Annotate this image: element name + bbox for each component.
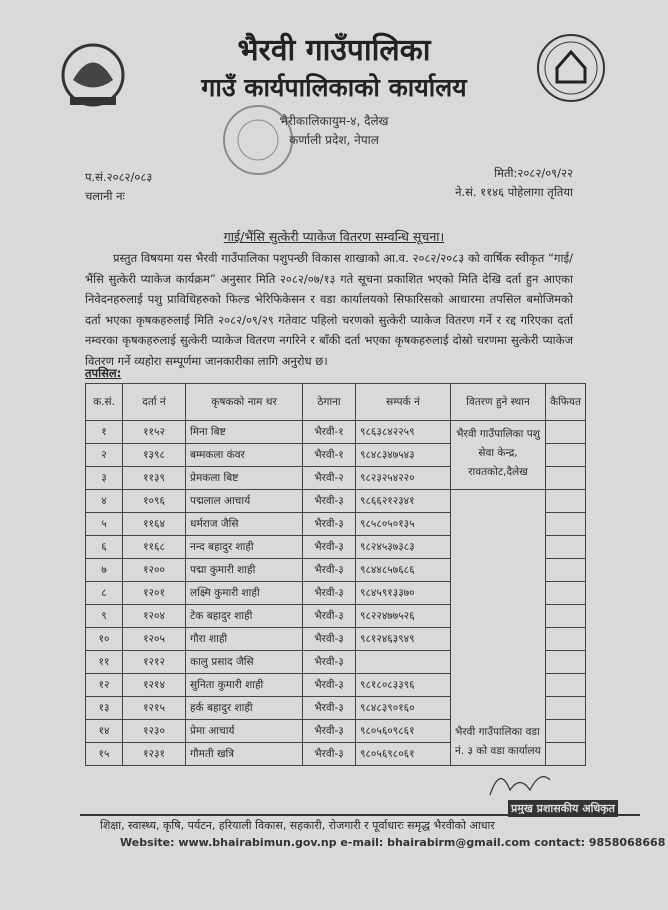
- address-cell: भैरवी-३: [303, 651, 356, 674]
- serial-cell: १५: [86, 743, 123, 766]
- farmer-table: [85, 383, 586, 766]
- address-line-1: भैरीकालिकायुम-४, दैलेख: [279, 114, 389, 128]
- remarks-cell: [546, 582, 586, 605]
- registration-cell: १२०४: [123, 605, 186, 628]
- col-header: सम्पर्क नं: [356, 384, 451, 421]
- phone-cell: ९८६६२१२३४१: [356, 490, 451, 513]
- address-cell: भैरवी-३: [303, 490, 356, 513]
- table-row: [86, 490, 586, 513]
- serial-cell: २: [86, 444, 123, 467]
- reference-number: प.सं.२०८२/०८३: [85, 170, 153, 184]
- address-cell: भैरवी-१: [303, 421, 356, 444]
- name-cell: कालु प्रसाद जैसि: [186, 651, 303, 674]
- address-cell: भैरवी-३: [303, 559, 356, 582]
- footer-divider: [80, 814, 640, 816]
- phone-cell: ९८४८३४७५४३: [356, 444, 451, 467]
- serial-cell: ३: [86, 467, 123, 490]
- registration-cell: १३९८: [123, 444, 186, 467]
- registration-cell: १२०१: [123, 582, 186, 605]
- details-label: तपसिल:: [85, 366, 122, 380]
- remarks-cell: [546, 605, 586, 628]
- serial-cell: ९: [86, 605, 123, 628]
- serial-cell: ११: [86, 651, 123, 674]
- phone-cell: ९८२४५३७३८३: [356, 536, 451, 559]
- name-cell: धर्मराज जैसि: [186, 513, 303, 536]
- remarks-cell: [546, 559, 586, 582]
- phone-cell: [356, 651, 451, 674]
- remarks-cell: [546, 490, 586, 513]
- remarks-cell: [546, 697, 586, 720]
- distribution-place-cell: भैरवी गाउँपालिका वडा नं. ३ को वडा कार्यालय: [451, 490, 546, 766]
- phone-cell: ९८४४८५७६८६: [356, 559, 451, 582]
- address-cell: भैरवी-१: [303, 444, 356, 467]
- footer-slogan: शिक्षा, स्वास्थ्य, कृषि, पर्यटन, हरियाली विकास, सहकारी, रोजगारी र पूर्वाधारः समृद्ध भैरवीको आधार: [100, 819, 495, 832]
- name-cell: लक्ष्मि कुमारी शाही: [186, 582, 303, 605]
- registration-cell: १२००: [123, 559, 186, 582]
- phone-cell: ९८२२४७७५२६: [356, 605, 451, 628]
- name-cell: गौरा शाही: [186, 628, 303, 651]
- phone-cell: ९८०५६०९८६१: [356, 720, 451, 743]
- distribution-place-cell: भैरवी गाउँपालिका पशु सेवा केन्द्र, रावतकोट,दैलेख: [451, 421, 546, 490]
- remarks-cell: [546, 421, 586, 444]
- office-title: भैरवी गाउँपालिका: [237, 33, 431, 68]
- address-cell: भैरवी-३: [303, 720, 356, 743]
- serial-cell: १०: [86, 628, 123, 651]
- remarks-cell: [546, 536, 586, 559]
- registration-cell: १२०५: [123, 628, 186, 651]
- registration-cell: १०९६: [123, 490, 186, 513]
- col-header: वितरण हुने स्थान: [451, 384, 546, 421]
- address-cell: भैरवी-३: [303, 674, 356, 697]
- serial-cell: ८: [86, 582, 123, 605]
- address-cell: भैरवी-३: [303, 628, 356, 651]
- notice-subject: गाई/भैंसि सुत्केरी प्याकेज वितरण सम्वन्धि सूचना।: [223, 229, 445, 244]
- remarks-cell: [546, 467, 586, 490]
- serial-cell: १: [86, 421, 123, 444]
- col-header: कैफियत: [546, 384, 586, 421]
- phone-cell: ९८४८३९०१६०: [356, 697, 451, 720]
- serial-cell: १४: [86, 720, 123, 743]
- remarks-cell: [546, 720, 586, 743]
- phone-cell: ९८२३२५४२२०: [356, 467, 451, 490]
- name-cell: बम्मकला कंवर: [186, 444, 303, 467]
- registration-cell: ११३९: [123, 467, 186, 490]
- registration-cell: ११६८: [123, 536, 186, 559]
- col-header: ठेगाना: [303, 384, 356, 421]
- phone-cell: ९८५८०५०१३५: [356, 513, 451, 536]
- address-line-2: कर्णाली प्रदेश, नेपाल: [289, 133, 379, 147]
- phone-cell: ९८१२४६३९४९: [356, 628, 451, 651]
- address-cell: भैरवी-३: [303, 536, 356, 559]
- address-cell: भैरवी-३: [303, 605, 356, 628]
- name-cell: पद्मा कुमारी शाही: [186, 559, 303, 582]
- phone-cell: ९८४५९१३३७०: [356, 582, 451, 605]
- serial-cell: ६: [86, 536, 123, 559]
- remarks-cell: [546, 444, 586, 467]
- col-header: दर्ता नं: [123, 384, 186, 421]
- nepal-sambat-date: ने.सं. ११४६ पोहेलागा तृतिया: [455, 185, 573, 199]
- registration-cell: १२१४: [123, 674, 186, 697]
- serial-cell: ५: [86, 513, 123, 536]
- col-header: कृषकको नाम थर: [186, 384, 303, 421]
- phone-cell: ९८०५६९८०६१: [356, 743, 451, 766]
- name-cell: प्रेमकला बिष्ट: [186, 467, 303, 490]
- name-cell: हर्क बहादुर शाही: [186, 697, 303, 720]
- address-cell: भैरवी-३: [303, 697, 356, 720]
- notice-body: प्रस्तुत विषयमा यस भैरवी गाउँपालिका पशुपन्छी विकास शाखाको आ.व. २०८२/२०८३ को वार्षिक स्वीकृत “गाई/भैंसि सुत्केरी प्याकेज कार्यक्रम” अनुसार मिति २०८२/०७/१३ गते सूचना प्रकाशित भएको मिति देखि दर्ता हुन आएका निवेदनहरुलाई पशु प्राविधिहरुको फिल्ड भेरिफिकेसन र वडा कार्यालयको सिफारिसको आधारमा तपसिल बमोजिमको दर्ता भएका कृषकहरुलाई मिति २०८२/०९/२९ गतेवाट पहिलो चरणको सुत्केरी प्याकेज वितरण गर्ने र रद्द गरिएका दर्ता नम्वरका कृषकहरुलाई सुत्केरी प्याकेज वितरण नगरिने र बाँकी दर्ता भएका कृषकहरुलाई दोस्रो चरणमा सुत्केरी प्याकेज वितरण गर्ने व्यहोरा सम्पूर्णमा जानकारीका लागि अनुरोध छ।: [85, 251, 573, 368]
- signatory-title: प्रमुख प्रशासकीय अधिकृत: [508, 800, 618, 817]
- serial-cell: ७: [86, 559, 123, 582]
- registration-cell: १२३१: [123, 743, 186, 766]
- remarks-cell: [546, 513, 586, 536]
- serial-cell: ४: [86, 490, 123, 513]
- remarks-cell: [546, 674, 586, 697]
- remarks-cell: [546, 628, 586, 651]
- address-cell: भैरवी-३: [303, 582, 356, 605]
- name-cell: टेक बहादुर शाही: [186, 605, 303, 628]
- address-cell: भैरवी-३: [303, 743, 356, 766]
- name-cell: मिना बिष्ट: [186, 421, 303, 444]
- footer-contact: Website: www.bhairabimun.gov.np e-mail: bhairabirm@gmail.com contact: 9858068668: [120, 836, 666, 849]
- date: मिती:२०८२/०९/२२: [494, 166, 573, 180]
- registration-cell: १२१२: [123, 651, 186, 674]
- registration-cell: १२३०: [123, 720, 186, 743]
- office-subtitle: गाउँ कार्यपालिकाको कार्यालय: [201, 73, 467, 102]
- remarks-cell: [546, 651, 586, 674]
- phone-cell: ९८१८०८३३९६: [356, 674, 451, 697]
- address-cell: भैरवी-३: [303, 513, 356, 536]
- serial-cell: १३: [86, 697, 123, 720]
- name-cell: नन्द बहादुर शाही: [186, 536, 303, 559]
- phone-cell: ९८६३८४२२५९: [356, 421, 451, 444]
- remarks-cell: [546, 743, 586, 766]
- registration-cell: १२१५: [123, 697, 186, 720]
- registration-cell: ११५२: [123, 421, 186, 444]
- dispatch-number: चलानी नः: [85, 189, 125, 203]
- table-row: [86, 421, 586, 444]
- name-cell: गौमती खत्रि: [186, 743, 303, 766]
- address-cell: भैरवी-२: [303, 467, 356, 490]
- col-header: क.सं.: [86, 384, 123, 421]
- signature: [485, 765, 555, 805]
- registration-cell: ११६४: [123, 513, 186, 536]
- name-cell: सुनिता कुमारी शाही: [186, 674, 303, 697]
- name-cell: प्रेमा आचार्य: [186, 720, 303, 743]
- name-cell: पद्मलाल आचार्य: [186, 490, 303, 513]
- serial-cell: १२: [86, 674, 123, 697]
